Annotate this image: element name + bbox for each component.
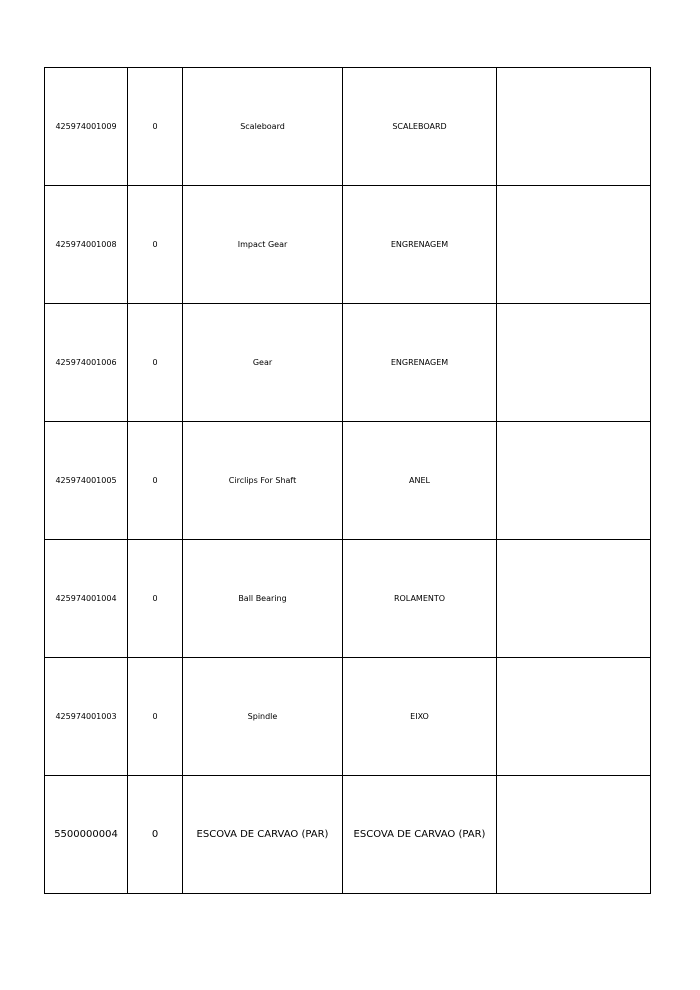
quantity-cell: 0 [128, 422, 183, 540]
description-en-cell: Scaleboard [183, 68, 343, 186]
description-en-cell: Ball Bearing [183, 540, 343, 658]
description-en-cell: Gear [183, 304, 343, 422]
part-code-cell: 425974001009 [45, 68, 128, 186]
quantity-cell: 0 [128, 186, 183, 304]
quantity-cell: 0 [128, 304, 183, 422]
description-en-cell: Spindle [183, 658, 343, 776]
table-row [45, 540, 651, 658]
table-row [45, 186, 651, 304]
quantity-cell: 0 [128, 540, 183, 658]
description-pt-cell: ESCOVA DE CARVAO (PAR) [343, 776, 497, 894]
table-row [45, 304, 651, 422]
table-row [45, 776, 651, 894]
table-row [45, 68, 651, 186]
notes-cell [497, 658, 651, 776]
quantity-cell: 0 [128, 776, 183, 894]
part-code-cell: 425974001003 [45, 658, 128, 776]
quantity-cell: 0 [128, 68, 183, 186]
notes-cell [497, 68, 651, 186]
part-code-cell: 425974001005 [45, 422, 128, 540]
description-pt-cell: ROLAMENTO [343, 540, 497, 658]
part-code-cell: 425974001008 [45, 186, 128, 304]
part-code-cell: 5500000004 [45, 776, 128, 894]
description-pt-cell: ENGRENAGEM [343, 304, 497, 422]
description-en-cell: ESCOVA DE CARVAO (PAR) [183, 776, 343, 894]
description-en-cell: Impact Gear [183, 186, 343, 304]
description-pt-cell: ENGRENAGEM [343, 186, 497, 304]
notes-cell [497, 776, 651, 894]
description-en-cell: Circlips For Shaft [183, 422, 343, 540]
notes-cell [497, 540, 651, 658]
table-row [45, 422, 651, 540]
description-pt-cell: EIXO [343, 658, 497, 776]
table-row [45, 658, 651, 776]
part-code-cell: 425974001006 [45, 304, 128, 422]
parts-table [44, 67, 651, 894]
description-pt-cell: ANEL [343, 422, 497, 540]
notes-cell [497, 186, 651, 304]
quantity-cell: 0 [128, 658, 183, 776]
description-pt-cell: SCALEBOARD [343, 68, 497, 186]
notes-cell [497, 304, 651, 422]
part-code-cell: 425974001004 [45, 540, 128, 658]
notes-cell [497, 422, 651, 540]
